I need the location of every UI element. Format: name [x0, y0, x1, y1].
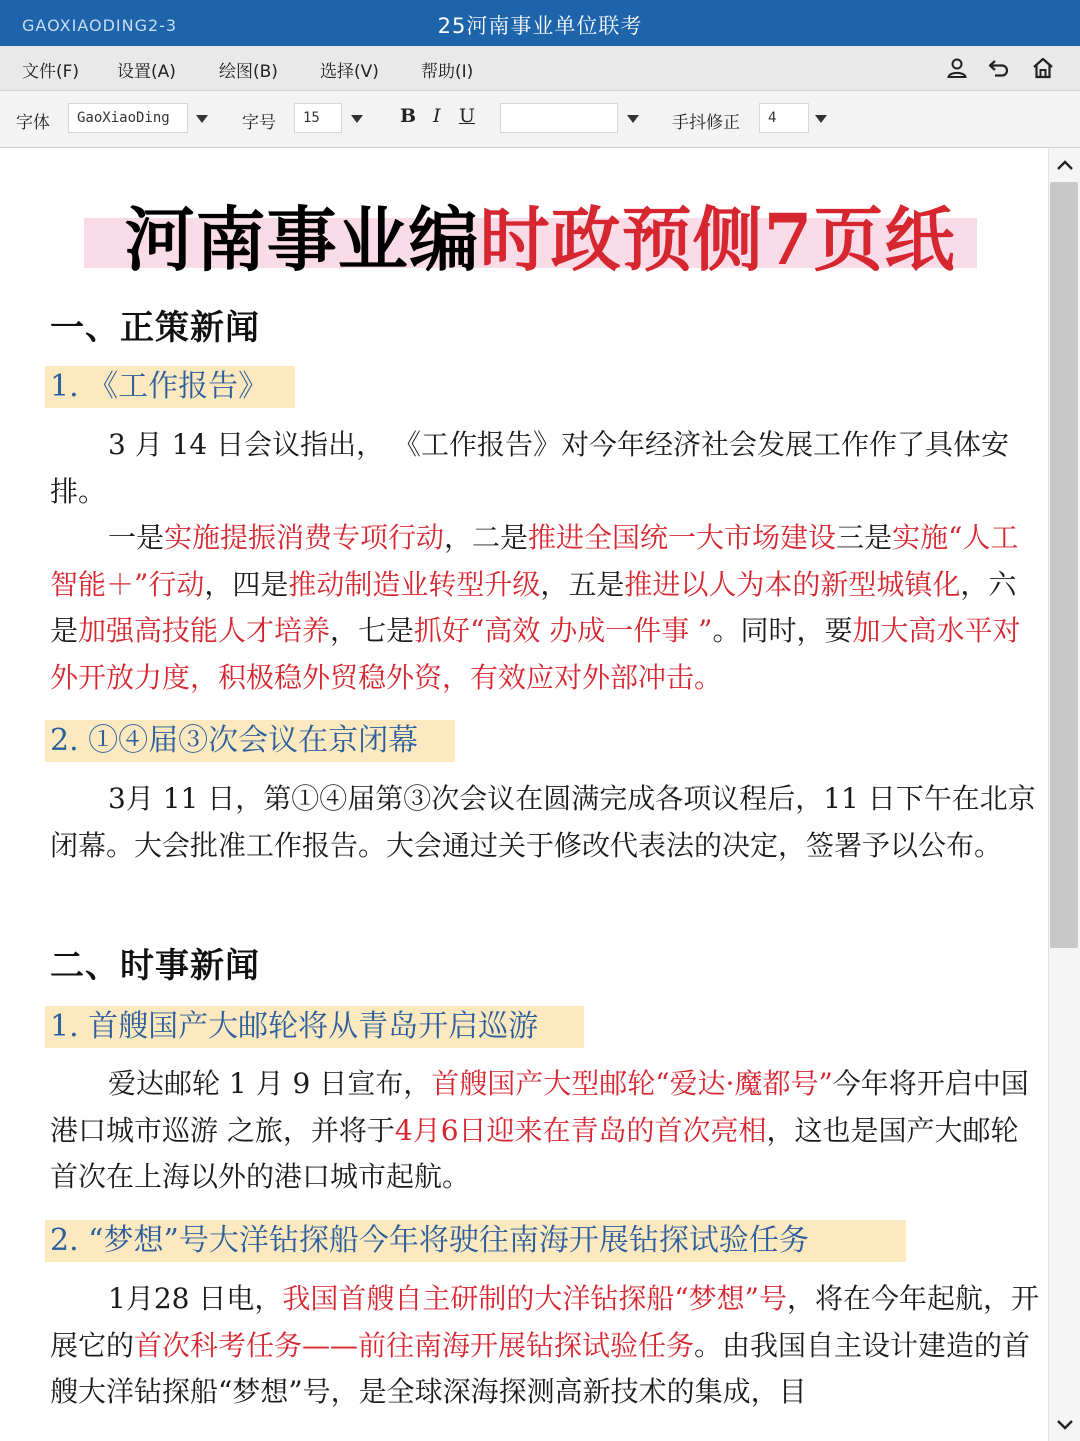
highlight-text: 4月6日迎来在青岛的首次亮相	[394, 1113, 767, 1147]
body-text: 一是	[108, 521, 165, 554]
body-text: 1月28 日电，	[108, 1282, 283, 1315]
body-text: 。同时，要	[712, 614, 853, 647]
chevron-down-icon[interactable]	[189, 103, 215, 133]
subheading-drilling-ship: 2. “梦想”号大洋钻探船今年将驶往南海开展钻探试验任务	[45, 1220, 906, 1262]
subheading-cruise: 1. 首艘国产大邮轮将从青岛开启巡游	[45, 1006, 584, 1048]
menu-bar	[0, 46, 1080, 91]
highlight-text: 推进全国统一大市场建设	[528, 521, 837, 554]
shake-correction-select[interactable]	[759, 103, 809, 133]
format-toolbar	[0, 91, 1080, 148]
body-text: ，六是	[50, 567, 1017, 647]
body-text: ，四是	[204, 567, 289, 601]
scrollbar-thumb[interactable]	[1050, 182, 1078, 948]
color-select[interactable]	[500, 103, 618, 133]
scroll-down-icon[interactable]	[1055, 1414, 1075, 1434]
size-select[interactable]	[294, 103, 342, 133]
highlight-text: 加大高水平对外开放力度，积极稳外贸稳外资，有效应对外部冲击。	[50, 614, 1021, 694]
paragraph-session	[50, 776, 1040, 869]
shake-correction-value: 4	[768, 110, 777, 126]
rich-paragraph	[50, 515, 1040, 701]
section-heading-current-affairs: 二、时事新闻	[50, 946, 260, 986]
scroll-up-icon[interactable]	[1055, 156, 1075, 176]
highlight-text: 加强高技能人才培养	[78, 614, 331, 647]
shake-correction-label: 手抖修正	[672, 113, 740, 133]
body-text: 。由我国自主设计建造的首艘大洋钻探船“梦想”号，是全球深海探测高新技术的集成，目	[50, 1328, 1031, 1408]
highlight-text: 首次科考任务——前往南海开展钻探试验任务	[134, 1328, 695, 1362]
highlight-text: 抓好“高效 办成一件事 ”	[414, 614, 713, 647]
paragraph-meeting	[50, 422, 1040, 515]
document-canvas[interactable]	[0, 148, 1048, 1441]
menu-draw[interactable]: 绘图(B)	[219, 62, 278, 82]
body-text: ，将在今年起航，开展它的	[50, 1282, 1040, 1362]
body-text: ，五是	[540, 567, 625, 601]
body-text: 三是	[836, 521, 893, 554]
underline-button[interactable]: U	[459, 105, 476, 127]
title-bar	[0, 0, 1080, 46]
menu-help[interactable]: 帮助(I)	[421, 62, 474, 82]
user-icon[interactable]	[945, 56, 969, 80]
highlight-text: 推动制造业转型升级	[288, 567, 541, 601]
doc-heading	[0, 184, 1048, 285]
paragraph-text: 3 月 14 日会议指出， 《工作报告》对今年经济社会发展工作作了具体安排。	[50, 428, 1010, 508]
chevron-down-icon[interactable]	[620, 103, 646, 133]
heading-red: 时政预侧7页纸	[479, 198, 956, 281]
highlight-text: 实施提振消费专项行动	[164, 521, 445, 554]
chevron-down-icon[interactable]	[344, 103, 370, 133]
highlight-text: 首艘国产大型邮轮“爱达·魔都号”	[431, 1067, 833, 1100]
menu-file[interactable]: 文件(F)	[22, 62, 80, 82]
body-text: 今年将开启中国港口城市巡游 之旅，并将于	[50, 1067, 1029, 1147]
home-icon[interactable]	[1031, 56, 1055, 80]
paragraph-drilling-ship	[50, 1276, 1040, 1416]
subheading-work-report: 1. 《工作报告》	[45, 366, 295, 408]
size-value: 15	[303, 110, 320, 126]
section-heading-policy: 一、正策新闻	[50, 308, 260, 348]
font-select[interactable]	[68, 103, 188, 133]
paragraph-cruise	[50, 1061, 1040, 1201]
rich-paragraph	[50, 1061, 1040, 1201]
font-value: GaoXiaoDing	[77, 110, 170, 126]
body-text: 爱达邮轮 1 月 9 日宣布，	[108, 1067, 432, 1100]
body-text: ，这也是国产大邮轮首次在上海以外的港口城市起航。	[50, 1113, 1019, 1193]
font-label: 字体	[16, 113, 50, 133]
menu-select[interactable]: 选择(V)	[320, 62, 379, 82]
body-text: ，二是	[444, 521, 529, 554]
document-title: 25河南事业单位联考	[437, 14, 643, 38]
undo-icon[interactable]	[987, 56, 1011, 80]
rich-paragraph	[50, 1276, 1040, 1416]
body-text: ，七是	[330, 614, 415, 647]
size-label: 字号	[242, 113, 276, 133]
heading-black: 河南事业编	[124, 198, 480, 281]
subheading-session-close: 2. ①④届③次会议在京闭幕	[45, 720, 455, 762]
highlight-text: 实施“人工智能＋”行动	[50, 521, 1019, 601]
highlight-text: 我国首艘自主研制的大洋钻探船“梦想”号	[282, 1282, 787, 1315]
app-id: GAOXIAODING2-3	[22, 16, 178, 35]
vertical-scrollbar[interactable]	[1048, 148, 1080, 1441]
highlight-text: 推进以人为本的新型城镇化	[624, 567, 961, 601]
paragraph-tasks	[50, 515, 1040, 701]
italic-button[interactable]: I	[433, 105, 441, 127]
paragraph-text: 3月 11 日，第①④届第③次会议在圆满完成各项议程后，11 日下午在北京闭幕。大会批准工作报告。大会通过关于修改代表法的决定，签署予以公布。	[50, 782, 1036, 862]
menu-settings[interactable]: 设置(A)	[117, 62, 176, 82]
chevron-down-icon[interactable]	[808, 103, 834, 133]
bold-button[interactable]: B	[400, 105, 417, 127]
